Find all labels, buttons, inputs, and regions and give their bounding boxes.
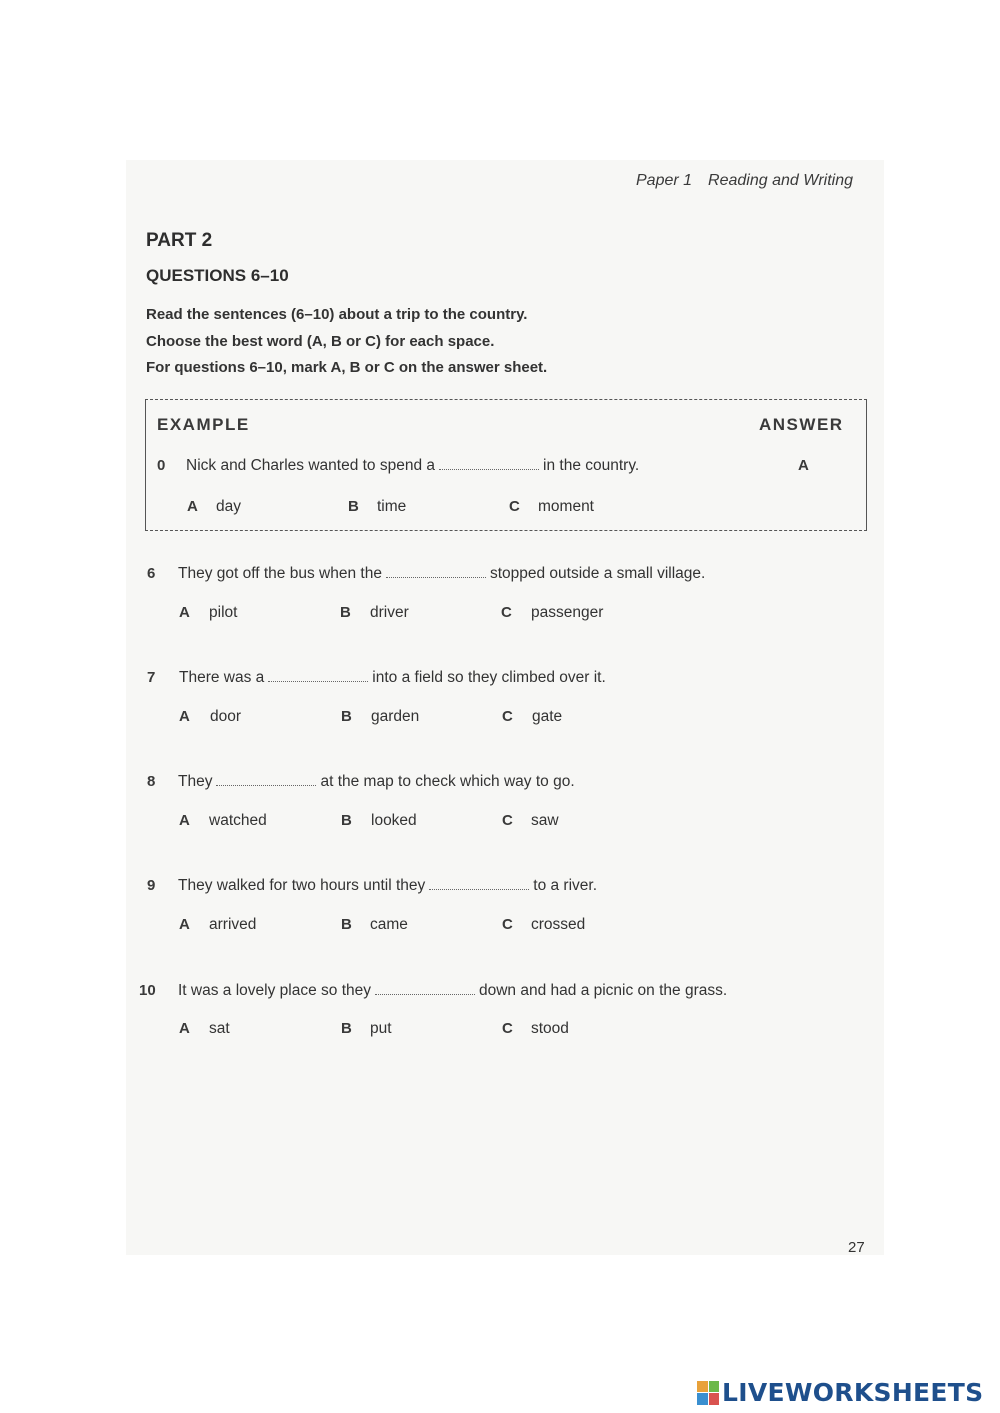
questions-range: QUESTIONS 6–10: [146, 266, 289, 285]
option-letter: C: [509, 498, 520, 515]
option-letter[interactable]: C: [501, 604, 512, 621]
question-number: 8: [147, 773, 156, 790]
example-label: EXAMPLE: [157, 415, 250, 434]
question-number: 10: [139, 982, 156, 999]
option-letter: B: [348, 498, 359, 515]
option-letter[interactable]: B: [340, 604, 351, 621]
sentence-before: There was a: [179, 669, 265, 686]
answer-blank[interactable]: [375, 983, 475, 995]
option-text[interactable]: looked: [371, 812, 417, 829]
question-sentence: [178, 773, 575, 791]
option-letter[interactable]: B: [341, 916, 352, 933]
option-text[interactable]: passenger: [531, 604, 604, 621]
question-number: 7: [147, 669, 156, 686]
question-sentence: [178, 565, 705, 583]
option-text[interactable]: driver: [370, 604, 409, 621]
sentence-after: at the map to check which way to go.: [320, 773, 575, 790]
option-text[interactable]: put: [370, 1020, 392, 1037]
sentence-before: Nick and Charles wanted to spend a: [186, 457, 436, 474]
sentence-after: into a field so they climbed over it.: [372, 669, 606, 686]
option-text: moment: [538, 498, 594, 515]
sentence-after: to a river.: [533, 877, 598, 894]
instruction-line: Read the sentences (6–10) about a trip to the country.: [146, 306, 528, 323]
sentence-before: They: [178, 773, 213, 790]
sentence-before: They walked for two hours until they: [178, 877, 426, 894]
option-text: day: [216, 498, 241, 515]
sentence-after: stopped outside a small village.: [489, 565, 706, 582]
option-letter[interactable]: B: [341, 812, 352, 829]
option-text[interactable]: arrived: [209, 916, 257, 933]
option-letter[interactable]: B: [341, 1020, 352, 1037]
option-letter[interactable]: A: [179, 1020, 190, 1037]
question-sentence: [178, 982, 727, 1000]
option-letter[interactable]: A: [179, 916, 190, 933]
sentence-before: They got off the bus when the: [178, 565, 382, 582]
example-number: 0: [157, 457, 166, 474]
page-header: [636, 172, 853, 190]
option-letter: A: [187, 498, 198, 515]
option-text[interactable]: stood: [531, 1020, 569, 1037]
question-sentence: [179, 669, 606, 687]
option-text[interactable]: garden: [371, 708, 420, 725]
paper-label: Paper 1: [636, 172, 693, 189]
part-title: PART 2: [146, 230, 213, 251]
question-sentence: [178, 877, 597, 895]
question-number: 9: [147, 877, 156, 894]
sentence-before: It was a lovely place so they: [178, 982, 371, 999]
option-letter[interactable]: B: [341, 708, 352, 725]
option-text: time: [377, 498, 407, 515]
option-letter[interactable]: C: [502, 1020, 513, 1037]
option-letter[interactable]: A: [179, 812, 190, 829]
instruction-line: For questions 6–10, mark A, B or C on the answer sheet.: [146, 359, 548, 376]
answer-blank: [439, 458, 539, 470]
liveworksheets-logo-icon: [697, 1381, 719, 1405]
option-text[interactable]: came: [370, 916, 408, 933]
option-text[interactable]: door: [210, 708, 242, 725]
answer-blank[interactable]: [386, 566, 486, 578]
option-letter[interactable]: C: [502, 916, 513, 933]
sentence-after: in the country.: [543, 457, 640, 474]
answer-blank[interactable]: [429, 878, 529, 890]
option-letter[interactable]: C: [502, 812, 513, 829]
answer-blank[interactable]: [268, 670, 368, 682]
page-number: 27: [848, 1239, 865, 1256]
sentence-after: down and had a picnic on the grass.: [479, 982, 728, 999]
paper-title: Reading and Writing: [708, 172, 854, 189]
option-text[interactable]: sat: [209, 1020, 230, 1037]
option-letter[interactable]: A: [179, 604, 190, 621]
option-text[interactable]: gate: [532, 708, 563, 725]
logo-text: LIVEWORKSHEETS: [722, 1378, 984, 1407]
option-text[interactable]: pilot: [209, 604, 238, 621]
option-text[interactable]: saw: [531, 812, 559, 829]
question-number: 6: [147, 565, 156, 582]
option-text[interactable]: crossed: [531, 916, 586, 933]
instruction-line: Choose the best word (A, B or C) for each space.: [146, 333, 495, 350]
answer-label: ANSWER: [759, 415, 844, 434]
liveworksheets-logo: [697, 1378, 983, 1407]
option-letter[interactable]: C: [502, 708, 513, 725]
option-text[interactable]: watched: [209, 812, 267, 829]
answer-blank[interactable]: [216, 774, 316, 786]
option-letter[interactable]: A: [179, 708, 190, 725]
example-sentence: [186, 457, 639, 475]
example-answer: A: [798, 457, 809, 474]
